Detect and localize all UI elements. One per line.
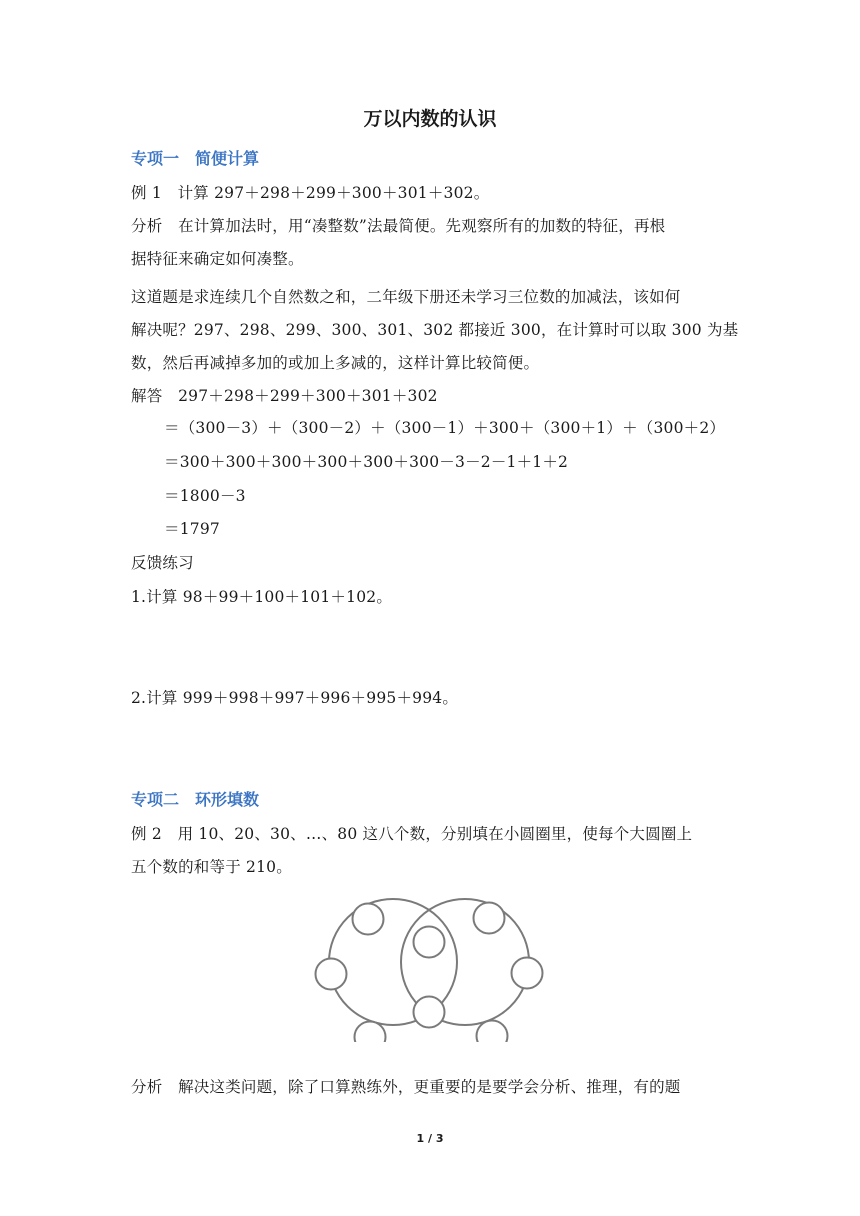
example-1-question: 例 1 计算 297＋298＋299＋300＋301＋302。: [131, 184, 490, 202]
practice-question-1: 1.计算 98＋99＋100＋101＋102。: [131, 588, 393, 606]
section-heading-1: 专项一 简便计算: [131, 149, 260, 168]
section-heading-2: 专项二 环形填数: [131, 790, 260, 809]
small-circle-top-right: [474, 903, 505, 934]
small-circle-right: [512, 958, 543, 989]
small-circle-center-top: [414, 927, 445, 958]
calculation-step-1: ＝（300－3）＋（300－2）＋（300－1）＋300＋（300＋1）＋（300＋2）: [164, 419, 726, 437]
example-1-analysis-line-1: 分析 在计算加法时，用“凑整数”法最简便。先观察所有的加数的特征，再根: [131, 217, 666, 235]
example-1-paragraph-line-3: 数，然后再减掉多加的或加上多减的，这样计算比较简便。: [131, 354, 540, 372]
page-number: 1 / 3: [416, 1132, 444, 1145]
example-2-question-line-2: 五个数的和等于 210。: [131, 858, 292, 876]
practice-heading: 反馈练习: [131, 554, 194, 572]
small-circle-left: [316, 959, 347, 990]
example-1-paragraph-line-1: 这道题是求连续几个自然数之和，二年级下册还未学习三位数的加减法，该如何: [131, 288, 681, 306]
example-1-paragraph-line-2: 解决呢？297、298、299、300、301、302 都接近 300，在计算时可以取 300 为基: [131, 321, 739, 339]
calculation-step-2: ＝300＋300＋300＋300＋300＋300－3－2－1＋1＋2: [164, 453, 569, 471]
ring-diagram-group: [316, 899, 543, 1042]
practice-question-2: 2.计算 999＋998＋997＋996＋995＋994。: [131, 689, 459, 707]
example-1-analysis-line-2: 据特征来确定如何凑整。: [131, 250, 304, 268]
calculation-step-3: ＝1800－3: [164, 487, 246, 505]
small-circle-bottom-right: [477, 1021, 508, 1043]
example-2-analysis-line-1: 分析 解决这类问题，除了口算熟练外，更重要的是要学会分析、推理，有的题: [131, 1078, 681, 1096]
page-title: 万以内数的认识: [363, 108, 497, 130]
small-circle-bottom-left: [355, 1022, 386, 1043]
small-circle-top-left: [353, 904, 384, 935]
example-1-answer: 解答 297＋298＋299＋300＋301＋302: [131, 387, 438, 405]
ring-diagram: [312, 884, 547, 1042]
small-circle-center-bottom: [414, 997, 445, 1028]
example-2-question-line-1: 例 2 用 10、20、30、…、80 这八个数，分别填在小圆圈里，使每个大圆圈上: [131, 825, 693, 843]
calculation-step-4: ＝1797: [164, 520, 220, 538]
